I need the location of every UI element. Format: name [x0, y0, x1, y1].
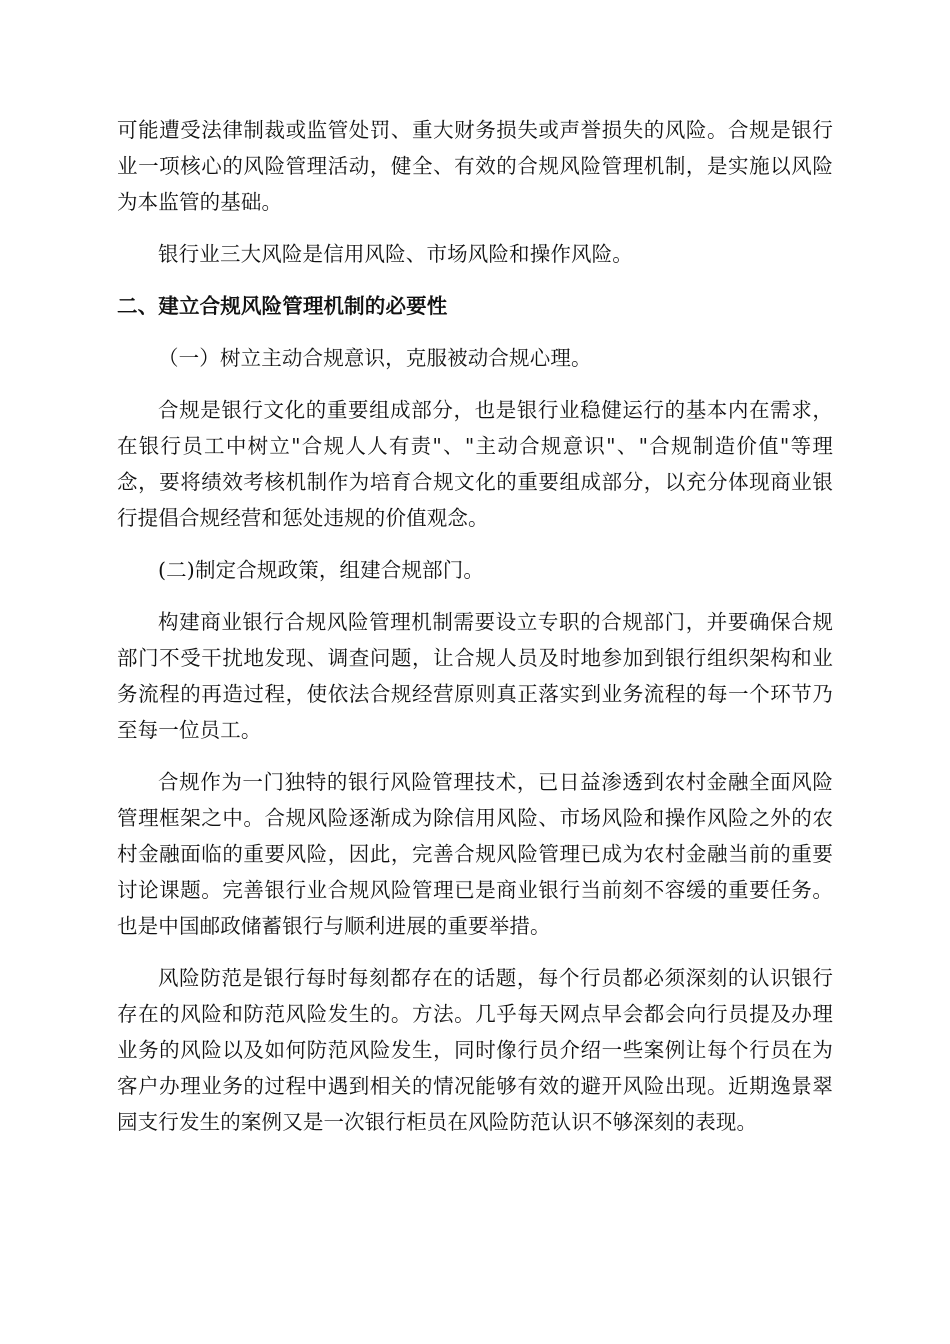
paragraph-risk-management-technology: 合规作为一门独特的银行风险管理技术，已日益渗透到农村金融全面风险管理框架之中。合规风险逐渐成为除信用风险、市场风险和操作风险之外的农村金融面临的重要风险，因此，完善合规风险管理已成为农村金融当前的重要讨论课题。完善银行业合规风险管理已是商业银行当前刻不容缓的重要任务。也是中国邮政储蓄银行与顺利进展的重要举措。 — [117, 770, 833, 938]
document-page — [117, 112, 833, 1156]
paragraph-three-risks: 银行业三大风险是信用风险、市场风险和操作风险。 — [158, 242, 633, 266]
paragraph-risk-prevention: 风险防范是银行每时每刻都存在的话题，每个行员都必须深刻的认识银行存在的风险和防范风险发生的。方法。几乎每天网点早会都会向行员提及办理业务的风险以及如何防范风险发生，同时像行员介绍一些案例让每个行员在为客户办理业务的过程中遇到相关的情况能够有效的避开风险出现。近期逸景翠园支行发生的案例又是一次银行柜员在风险防范认识不够深刻的表现。 — [117, 966, 833, 1134]
subsection-heading-1: （一）树立主动合规意识，克服被动合规心理。 — [158, 346, 592, 370]
section-heading-2: 二、建立合规风险管理机制的必要性 — [117, 294, 448, 318]
paragraph-compliance-department: 构建商业银行合规风险管理机制需要设立专职的合规部门，并要确保合规部门不受干扰地发现、调查问题，让合规人员及时地参加到银行组织架构和业务流程的再造过程，使依法合规经营原则真正落实到业务流程的每一个环节乃至每一位员工。 — [117, 610, 833, 742]
paragraph-compliance-culture: 合规是银行文化的重要组成部分，也是银行业稳健运行的基本内在需求，在银行员工中树立"合规人人有责"、"主动合规意识"、"合规制造价值"等理念，要将绩效考核机制作为培育合规文化的重要组成部分，以充分体现商业银行提倡合规经营和惩处违规的价值观念。 — [117, 398, 833, 530]
subsection-heading-2: (二)制定合规政策，组建合规部门。 — [158, 558, 485, 582]
paragraph-continuation: 可能遭受法律制裁或监管处罚、重大财务损失或声誉损失的风险。合规是银行业一项核心的风险管理活动，健全、有效的合规风险管理机制，是实施以风险为本监管的基础。 — [117, 118, 833, 214]
